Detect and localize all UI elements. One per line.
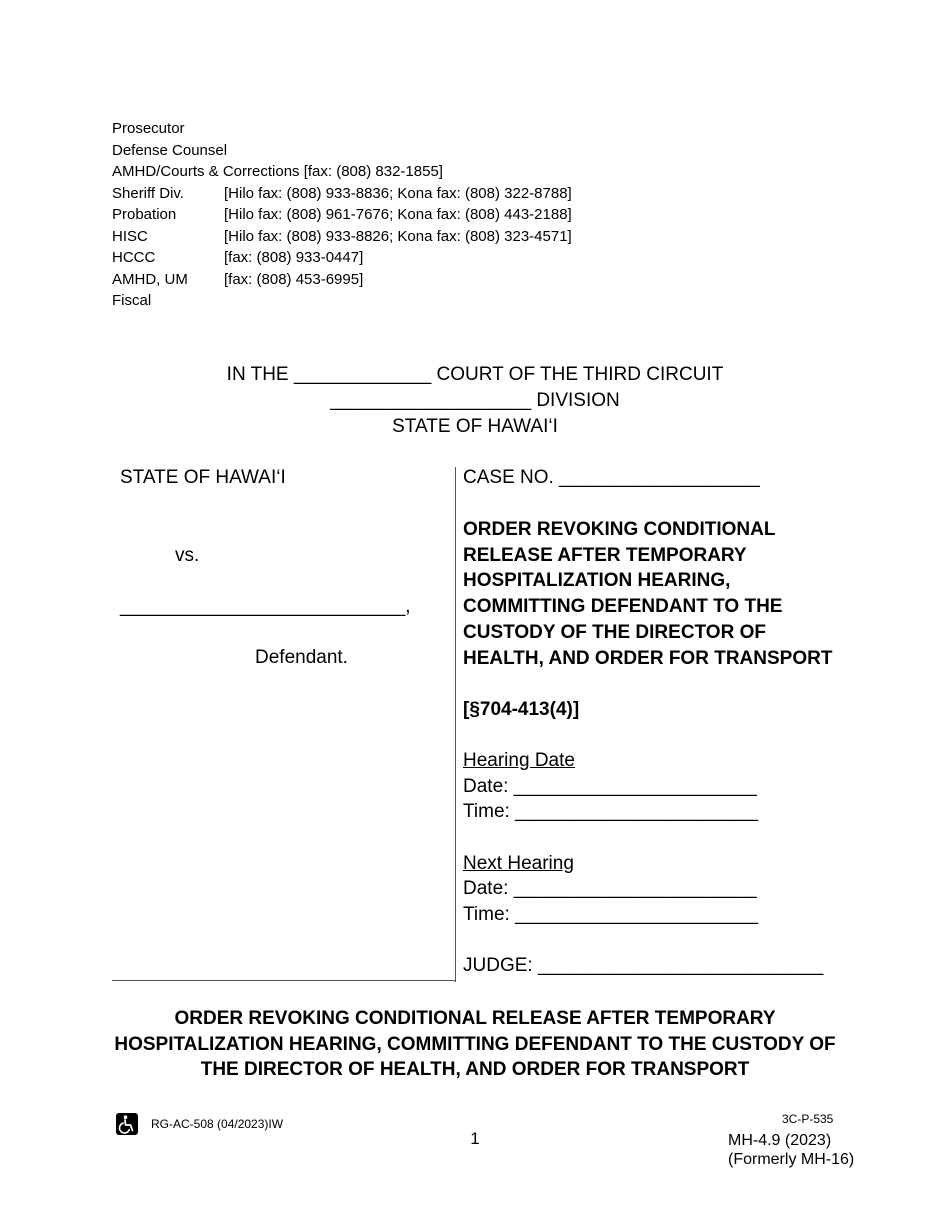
defendant-label: Defendant.: [255, 647, 348, 668]
dist-value: [Hilo fax: (808) 961-7676; Kona fax: (808) 443-2188]: [224, 206, 572, 223]
dist-row-amhd-um: [112, 269, 363, 290]
case-number-field[interactable]: CASE NO. ___________________: [463, 467, 760, 488]
dist-value: [fax: (808) 933-0447]: [224, 249, 364, 266]
dist-value: [Hilo fax: (808) 933-8826; Kona fax: (808) 323-4571]: [224, 228, 572, 245]
dist-label: Sheriff Div.: [112, 185, 184, 202]
order-title-line: HEALTH, AND ORDER FOR TRANSPORT: [463, 647, 833, 669]
court-heading-line2: ___________________ DIVISION: [330, 390, 620, 411]
order-title-line: CUSTODY OF THE DIRECTOR OF: [463, 621, 766, 643]
dist-label: HCCC: [112, 249, 156, 266]
dist-value: [fax: (808) 453-6995]: [224, 271, 364, 288]
hearing-time-field[interactable]: Time: _______________________: [463, 801, 759, 822]
judge-field[interactable]: JUDGE: ___________________________: [463, 955, 824, 976]
caption-divider: [455, 467, 456, 982]
plaintiff-name: STATE OF HAWAI‘I: [120, 467, 286, 488]
order-title-line: RELEASE AFTER TEMPORARY: [463, 544, 747, 566]
dist-amhd-courts: AMHD/Courts & Corrections [fax: (808) 832-1855]: [112, 163, 443, 180]
next-hearing-time-field[interactable]: Time: _______________________: [463, 904, 759, 925]
court-heading-line3: STATE OF HAWAI‘I: [392, 416, 558, 437]
caption-bottom-rule: [112, 980, 455, 981]
order-title-line: HOSPITALIZATION HEARING,: [463, 570, 731, 592]
page-number: 1: [470, 1129, 480, 1148]
dist-row-hccc: [112, 247, 363, 268]
order-title-line: COMMITTING DEFENDANT TO THE: [463, 596, 783, 618]
dist-fiscal: Fiscal: [112, 292, 152, 309]
form-code: RG-AC-508 (04/2023)IW: [151, 1117, 284, 1131]
statute-citation: [§704-413(4)]: [463, 699, 580, 720]
dist-defense-counsel: Defense Counsel: [112, 142, 228, 159]
next-hearing-date-field[interactable]: Date: _______________________: [463, 878, 757, 899]
document-title-line: HOSPITALIZATION HEARING, COMMITTING DEFENDANT TO THE CUSTODY OF: [114, 1033, 836, 1055]
dist-value: [Hilo fax: (808) 933-8836; Kona fax: (808) 322-8788]: [224, 185, 572, 202]
hearing-date-heading: Hearing Date: [463, 750, 575, 771]
dist-label: AMHD, UM: [112, 271, 188, 288]
dist-row-hisc: [112, 226, 572, 247]
dist-label: Probation: [112, 206, 177, 223]
versus-label: vs.: [175, 545, 200, 566]
order-title: [463, 517, 832, 671]
hearing-date-field[interactable]: Date: _______________________: [463, 776, 757, 797]
document-title-line: THE DIRECTOR OF HEALTH, AND ORDER FOR TRANSPORT: [200, 1059, 750, 1080]
order-title-line: ORDER REVOKING CONDITIONAL: [463, 519, 776, 540]
next-hearing-heading: Next Hearing: [463, 853, 574, 874]
dist-row-sheriff: [112, 183, 572, 204]
court-heading-line1: IN THE _____________ COURT OF THE THIRD CIRCUIT: [226, 364, 724, 385]
dist-row-probation: [112, 204, 572, 225]
defendant-name-blank[interactable]: ___________________________,: [120, 596, 411, 617]
mh-form-number: MH-4.9 (2023): [728, 1132, 832, 1149]
document-title-line: ORDER REVOKING CONDITIONAL RELEASE AFTER TEMPORARY: [174, 1008, 776, 1029]
document-title: [0, 1006, 950, 1083]
dist-label: HISC: [112, 228, 148, 245]
formerly-form-number: (Formerly MH-16): [728, 1151, 855, 1168]
form-id: 3C-P-535: [782, 1112, 834, 1126]
dist-prosecutor: Prosecutor: [112, 120, 185, 137]
